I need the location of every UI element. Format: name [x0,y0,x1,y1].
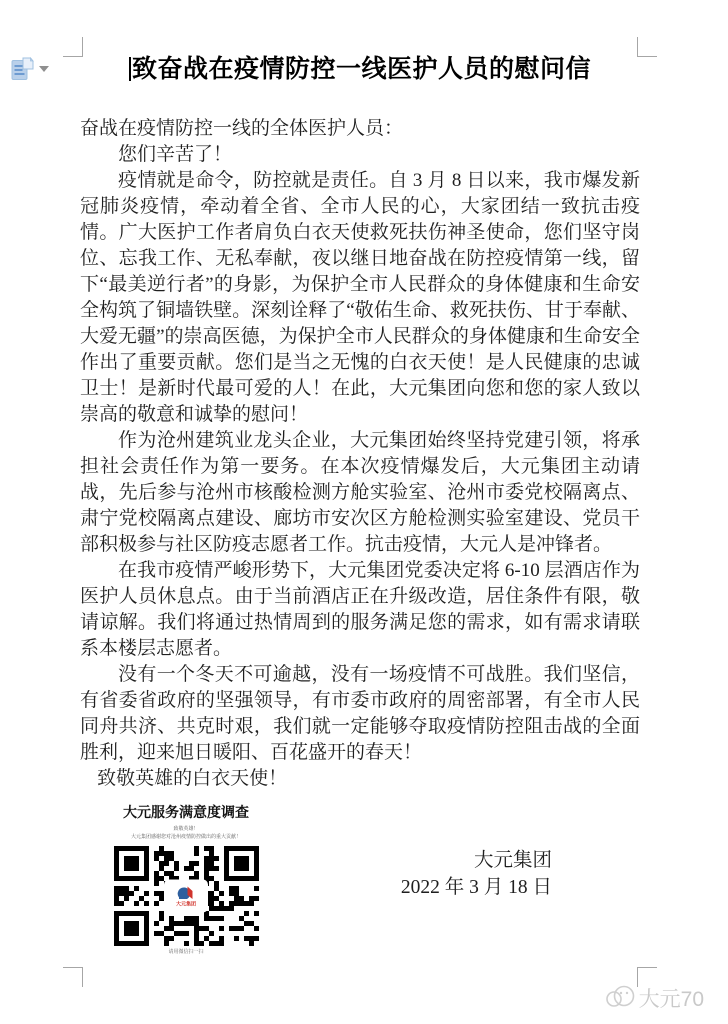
qr-center-logo [164,880,208,913]
qr-finder-icon [114,911,149,946]
paste-options-dropdown-icon[interactable] [39,66,49,72]
dayuan-d-logo-icon [176,885,196,902]
letter-page [80,52,640,792]
paste-icon [11,57,34,87]
paragraph: 作为沧州建筑业龙头企业，大元集团始终坚持党建引领，将承担社会责任作为第一要务。在本次疫情爆发后，大元集团主动请战，先后参与沧州市核酸检测方舱实验室、沧州市委党校隔离点、肃宁党校隔离点建设、廊坊市安次区方舱检测实验室建设、党员干部积极参与社区防疫志愿者工作。抗击疫情，大元人是冲锋者。 [80,430,640,555]
survey-note-line1: 致敬英雄！ [173,826,199,832]
qr-caption: 请用微信扫一扫 [168,949,204,955]
qr-finder-icon [224,846,259,881]
text-boundary-mark-bottom-left [63,967,83,987]
signature-date: 2022 年 3 月 18 日 [400,877,552,898]
paste-options-button[interactable] [11,57,49,87]
watermark-logo-icon [604,983,636,1016]
letter-body [80,116,640,792]
salutation-line: 奋战在疫情防控一线的全体医护人员： [80,118,404,139]
watermark-text: 大元70 [638,987,704,1011]
paragraph: 没有一个冬天不可逾越，没有一场疫情不可战胜。我们坚信，有省委省政府的坚强领导，有市委市政府的周密部署，有全市人民同舟共济、共克时艰，我们就一定能够夺取疫情防控阻击战的全面胜利，迎来旭日暖阳、百花盛开的春天！ [80,664,640,763]
closing-line: 致敬英雄的白衣天使！ [97,768,288,789]
letter-title-text: 致奋战在疫情防控一线医护人员的慰问信 [131,55,591,83]
paragraph: 您们辛苦了！ [118,144,233,165]
survey-heading: 大元服务满意度调查 [123,804,249,820]
letter-title [80,52,640,86]
text-boundary-mark-top-right [637,37,657,57]
survey-note-line2: 大元集团感谢您对沧州疫情防控做出的重大贡献！ [130,834,241,840]
survey-block [110,804,262,956]
qr-finder-icon [114,846,149,881]
signature-block [401,847,552,901]
qr-logo-text: 大元集团 [175,901,196,908]
paragraph: 在我市疫情严峻形势下，大元集团党委决定将 6-10 层酒店作为医护人员休息点。由于当前酒店正在升级改造，居住条件有限，敬请谅解。我们将通过热情周到的服务满足您的需求，如有需求请联系本楼层志愿者。 [80,560,640,659]
paragraph: 疫情就是命令，防控就是责任。自 3 月 8 日以来，我市爆发新冠肺炎疫情，牵动着全省、全市人民的心，大家团结一致抗击疫情。广大医护工作者肩负白衣天使救死扶伤神圣使命，您们坚守岗位、忘我工作、无私奉献，夜以继日地奋战在防控疫情第一线，留下“最美逆行者”的身影，为保护全市人民群众的身体健康和生命安全构筑了铜墙铁壁。深刻诠释了“敬佑生命、救死扶伤、甘于奉献、大爱无疆”的崇高医德，为保护全市人民群众的身体健康和生命安全作出了重要贡献。您们是当之无愧的白衣天使！是人民健康的忠诚卫士！是新时代最可爱的人！在此，大元集团向您和您的家人致以崇高的敬意和诚挚的慰问！ [80,170,640,425]
signature-name: 大元集团 [473,850,552,871]
text-cursor [129,57,131,81]
watermark [604,983,704,1016]
qr-code [114,846,259,946]
